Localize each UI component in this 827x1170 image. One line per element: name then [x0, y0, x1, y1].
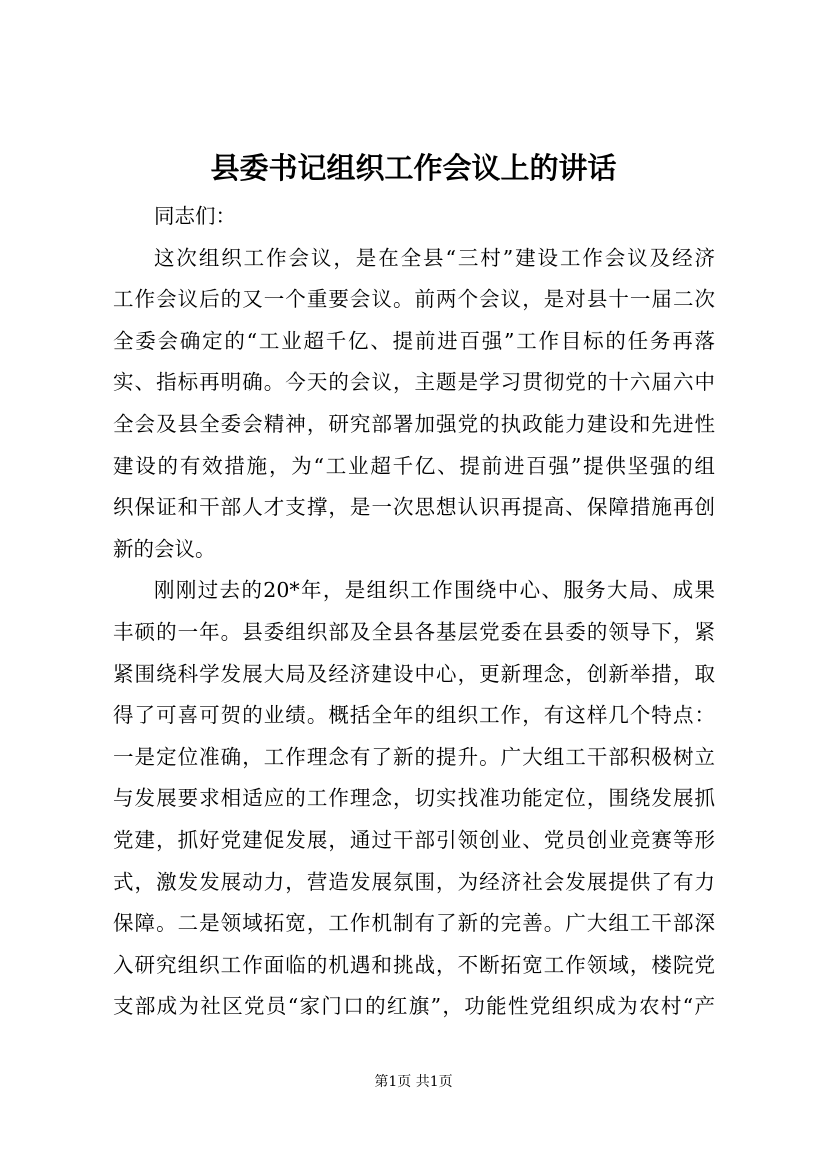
paragraph-line: 全会及县全委会精神，研究部署加强党的执政能力建设和先进性 [113, 411, 715, 436]
paragraph-line: 全委会确定的“工业超千亿、提前进百强”工作目标的任务再落 [113, 328, 715, 353]
paragraph-line: 一是定位准确，工作理念有了新的提升。广大组工干部积极树立 [113, 744, 715, 769]
page-footer: 第1页 共1页 [374, 1074, 453, 1090]
salutation-line: 同志们： [154, 204, 236, 228]
paragraph-line: 紧围绕科学发展大局及经济建设中心，更新理念，创新举措，取 [113, 661, 715, 686]
paragraph-line: 支部成为社区党员“家门口的红旗”，功能性党组织成为农村“产 [113, 994, 715, 1019]
paragraph-line: 与发展要求相适应的工作理念，切实找准功能定位，围绕发展抓 [113, 786, 715, 811]
paragraph-line: 实、指标再明确。今天的会议，主题是学习贯彻党的十六届六中 [113, 370, 715, 395]
paragraph-line: 这次组织工作会议，是在全县“三村”建设工作会议及经济 [154, 245, 715, 270]
paragraph-line: 建设的有效措施，为“工业超千亿、提前进百强”提供坚强的组 [113, 453, 715, 478]
paragraph-line: 刚刚过去的20*年，是组织工作围绕中心、服务大局、成果 [154, 578, 715, 603]
document-title: 县委书记组织工作会议上的讲话 [210, 151, 617, 185]
paragraph-line: 党建，抓好党建促发展，通过干部引领创业、党员创业竞赛等形 [113, 827, 715, 852]
paragraph-line: 新的会议。 [113, 536, 216, 561]
paragraph-line: 式，激发发展动力，营造发展氛围，为经济社会发展提供了有力 [113, 869, 715, 894]
paragraph-line: 工作会议后的又一个重要会议。前两个会议，是对县十一届二次 [113, 287, 715, 312]
paragraph-line: 入研究组织工作面临的机遇和挑战，不断拓宽工作领域，楼院党 [113, 952, 715, 977]
paragraph-line: 得了可喜可贺的业绩。概括全年的组织工作，有这样几个特点： [113, 703, 715, 728]
document-body [113, 196, 715, 1028]
paragraph-line: 丰硕的一年。县委组织部及全县各基层党委在县委的领导下，紧 [113, 619, 715, 644]
paragraph-line: 织保证和干部人才支撑，是一次思想认识再提高、保障措施再创 [113, 495, 715, 520]
paragraph-line: 保障。二是领域拓宽，工作机制有了新的完善。广大组工干部深 [113, 911, 715, 936]
